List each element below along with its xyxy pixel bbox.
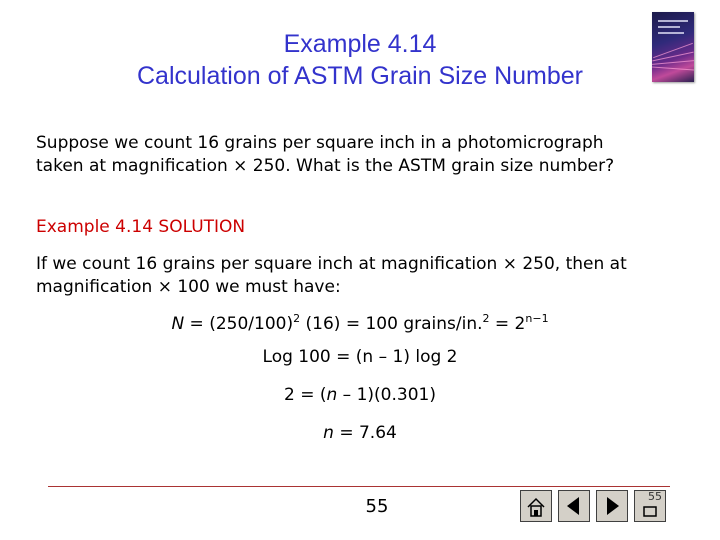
forward-arrow-icon	[597, 491, 627, 521]
solution-heading: Example 4.14 SOLUTION	[36, 217, 246, 237]
eq1-variable: N	[171, 314, 185, 334]
book-cover-image	[652, 12, 694, 82]
solution-text: If we count 16 grains per square inch at magnification × 250, then at magnification × 100 we must have:	[36, 254, 627, 297]
page-number: 55	[365, 496, 389, 517]
title-line-2: Calculation of ASTM Grain Size Number	[136, 62, 583, 90]
equation-1	[0, 313, 720, 335]
eq1-exponent-3: n−1	[525, 312, 549, 325]
eq4-variable: n	[323, 423, 334, 443]
eq3-variable: n	[326, 385, 338, 405]
previous-slide-button[interactable]	[558, 490, 590, 522]
equation-4	[0, 422, 720, 444]
eq4-part-1: = 7.64	[333, 423, 397, 443]
eq1-part-2: (16) = 100 grains/in.	[300, 314, 483, 334]
corner-page-number: 55	[648, 490, 662, 503]
back-arrow-icon	[559, 491, 589, 521]
eq1-part-1: = (250/100)	[184, 314, 294, 334]
slide-title	[60, 28, 660, 92]
eq3-part-1: 2 = (	[284, 385, 327, 405]
title-line-1: Example 4.14	[283, 30, 437, 58]
next-slide-button[interactable]	[596, 490, 628, 522]
footer-rule	[48, 486, 670, 487]
equation-2: Log 100 = (n – 1) log 2	[262, 347, 458, 367]
eq1-exponent-2: 2	[482, 312, 490, 325]
eq1-exponent-1: 2	[293, 312, 301, 325]
equation-3	[0, 384, 720, 406]
eq3-part-2: – 1)(0.301)	[337, 385, 436, 405]
problem-statement: Suppose we count 16 grains per square inch in a photomicrograph taken at magnification × 250. What is the ASTM grain size number?	[36, 133, 615, 176]
eq1-part-3: = 2	[489, 314, 526, 334]
home-button[interactable]	[520, 490, 552, 522]
home-icon	[521, 491, 551, 521]
